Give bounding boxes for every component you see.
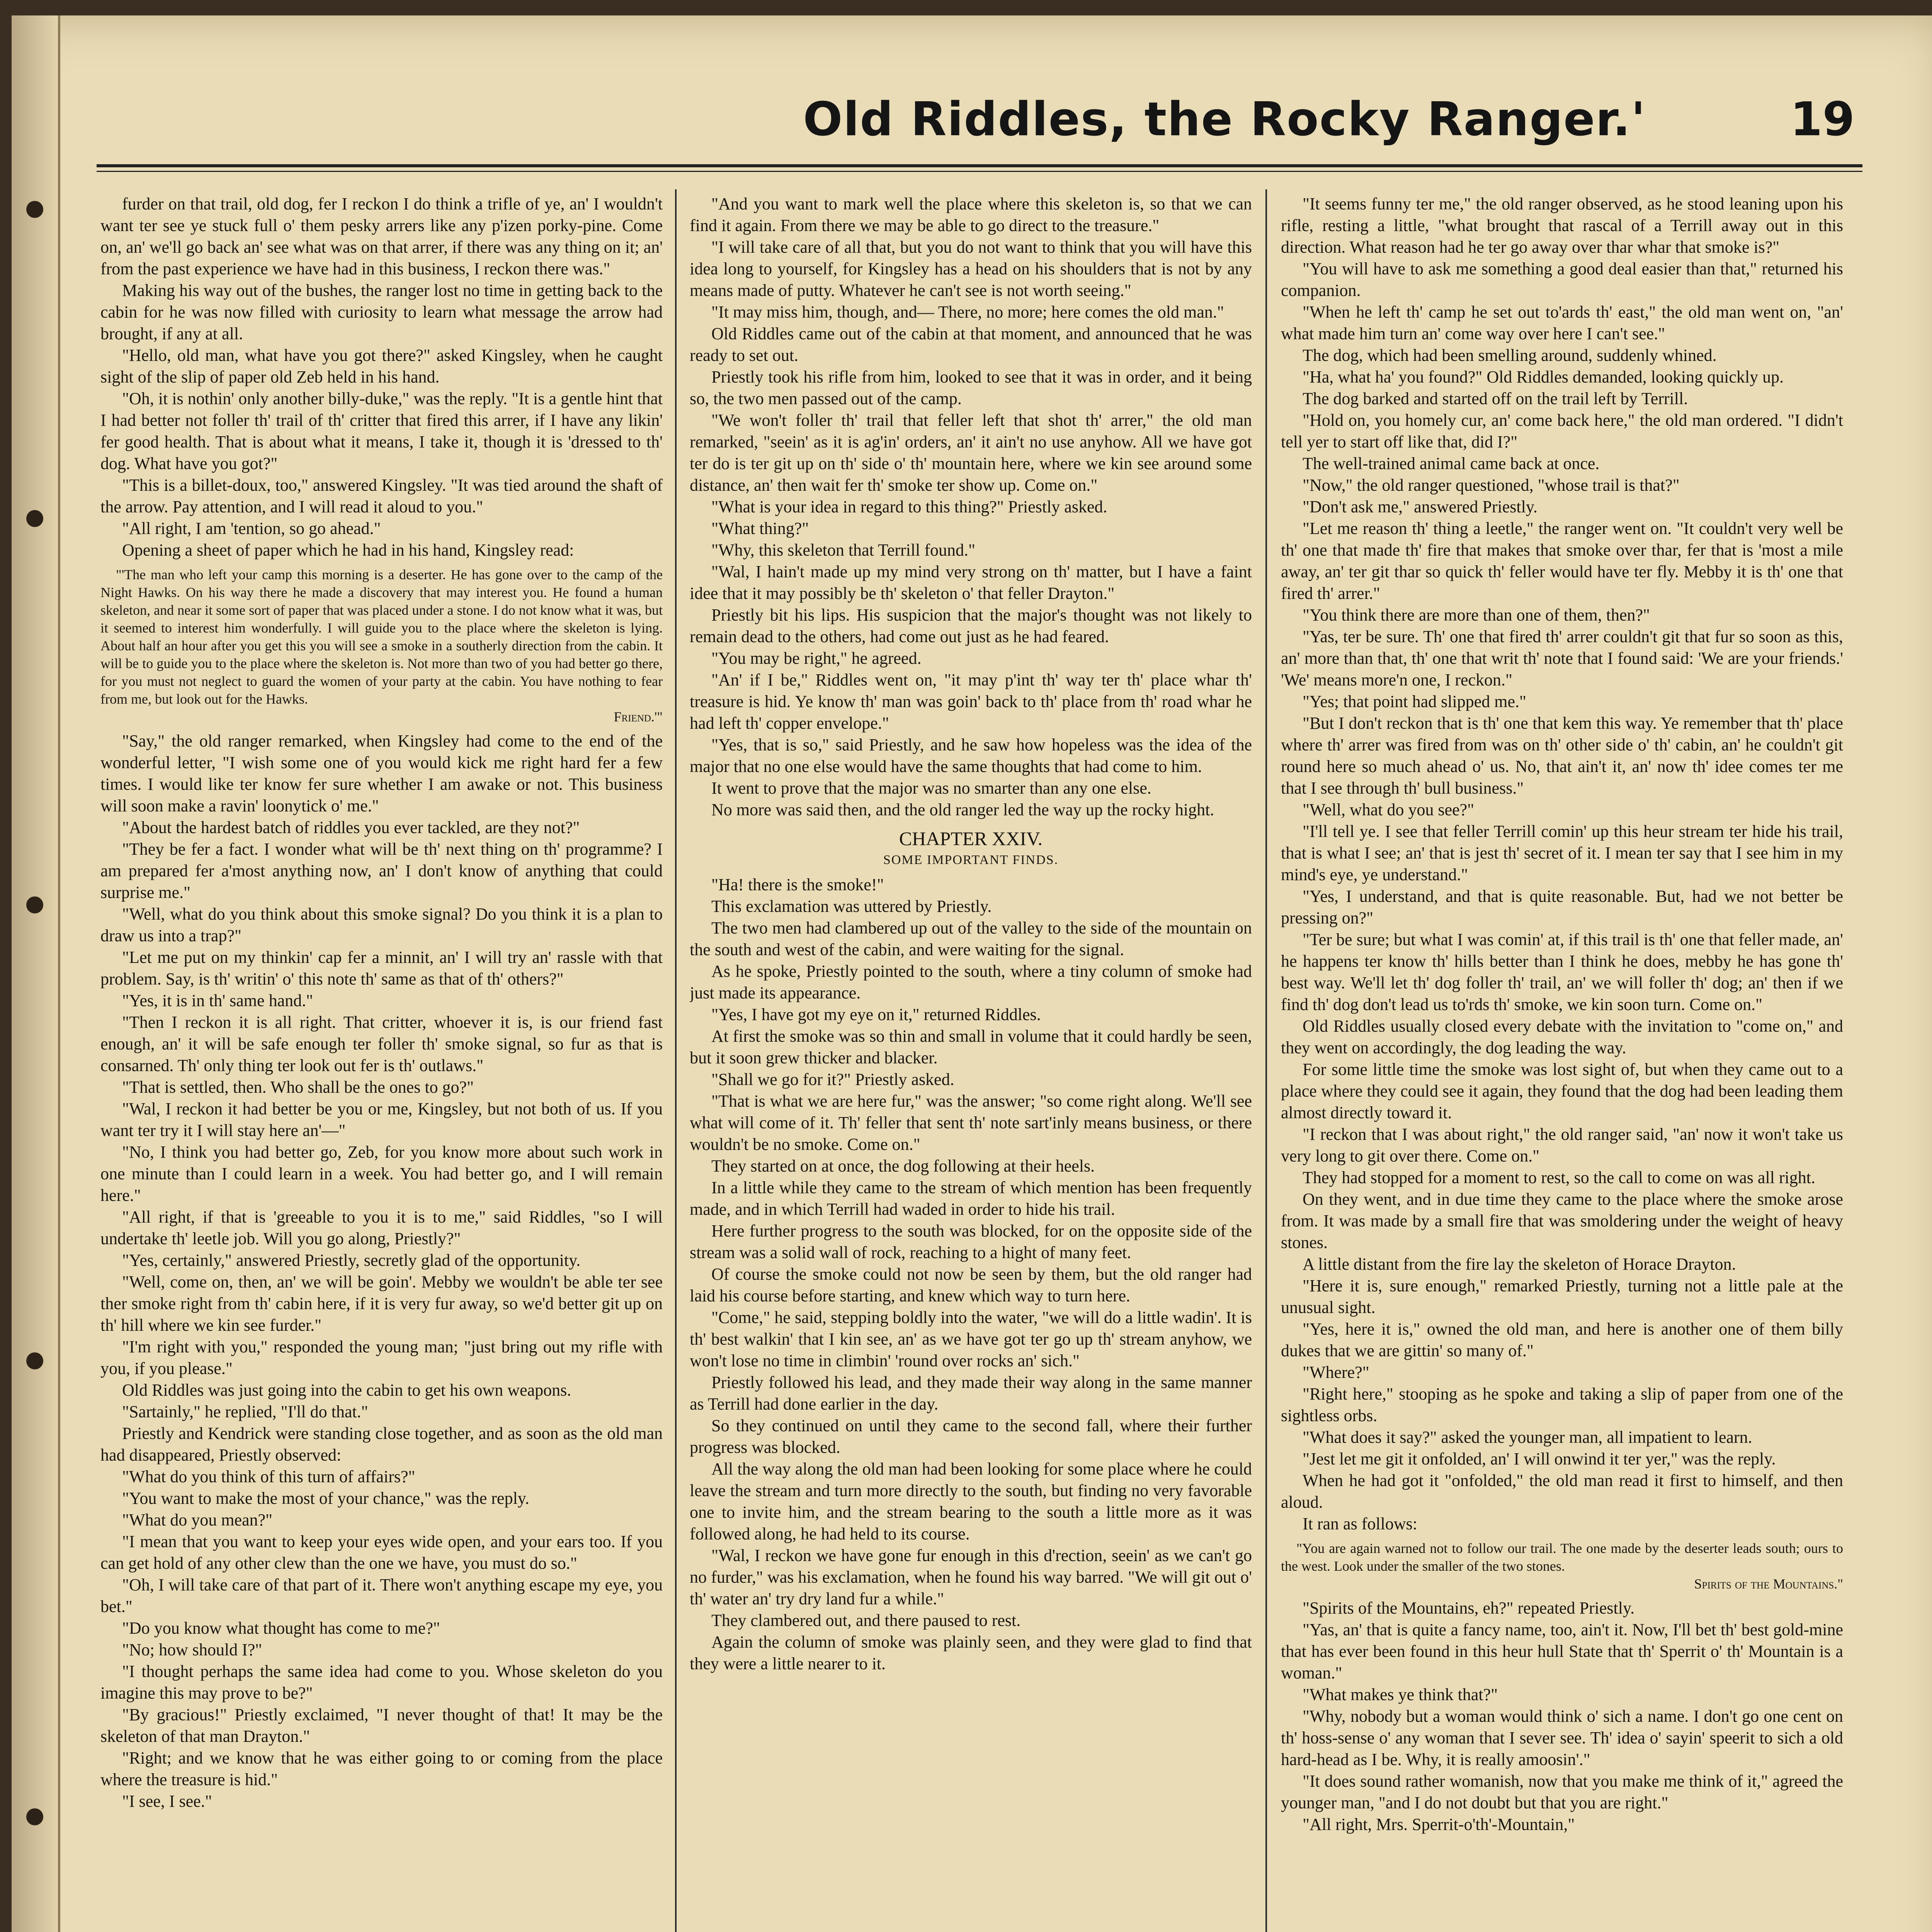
paragraph: "Do you know what thought has come to me?" bbox=[122, 1619, 440, 1638]
page-header bbox=[97, 89, 1862, 174]
paragraph: "I thought perhaps the same idea had come to you. Whose skeleton do you imagine this may prove to be?" bbox=[100, 1662, 663, 1702]
paragraph: "What do you think of this turn of affairs?" bbox=[122, 1467, 415, 1486]
paragraph: "Well, what do you think about this smoke signal? Do you think it is a plan to draw us into a trap?" bbox=[100, 905, 663, 945]
paragraph: "No; how should I?" bbox=[122, 1640, 262, 1659]
paragraph: "Don't ask me," answered Priestly. bbox=[1303, 497, 1537, 516]
paragraph: "Say," the old ranger remarked, when Kingsley had come to the end of the wonderful letter, "I wish some one of you would kick me right hard fer a few times. I would like ter know fer sure whether I am awake or not. This business will soon make a ravin' loonytick o' me." bbox=[100, 731, 663, 815]
paragraph: Making his way out of the bushes, the ranger lost no time in getting back to the cabin for he was now filled with curiosity to learn what message the arrow had brought, if any at all. bbox=[100, 281, 663, 343]
paragraph: "Ha! there is the smoke!" bbox=[711, 875, 884, 894]
paragraph: A little distant from the fire lay the skeleton of Horace Drayton. bbox=[1303, 1255, 1736, 1274]
paragraph: The dog barked and started off on the trail left by Terrill. bbox=[1303, 389, 1688, 408]
paragraph: "Right; and we know that he was either going to or coming from the place where the treasure is hid." bbox=[100, 1748, 663, 1789]
paragraph: At first the smoke was so thin and small in volume that it could hardly be seen, but it soon grew thicker and blacker. bbox=[690, 1027, 1252, 1067]
text-column-1 bbox=[100, 193, 663, 1932]
paragraph: "It does sound rather womanish, now that you make me think of it," agreed the younger man, "and I do not doubt but that you are right." bbox=[1281, 1772, 1843, 1812]
paragraph: "And you want to mark well the place where this skeleton is, so that we can find it again. From there we may be able to go direct to the treasure." bbox=[690, 194, 1252, 235]
header-rule bbox=[97, 164, 1862, 167]
magazine-page bbox=[12, 15, 1932, 1932]
letter-text: "You are again warned not to follow our trail. The one made by the deserter leads south; ours to the west. Look under the smaller of the two stones. bbox=[1281, 1541, 1843, 1574]
paragraph: "What thing?" bbox=[711, 519, 809, 538]
paragraph: Old Riddles was just going into the cabin to get his own weapons. bbox=[122, 1381, 571, 1400]
paragraph: Priestly followed his lead, and they made their way along in the same manner as Terrill had done earlier in the day. bbox=[690, 1373, 1252, 1413]
paragraph: They clambered out, and there paused to rest. bbox=[711, 1611, 1021, 1630]
paragraph: "Here it is, sure enough," remarked Priestly, turning not a little pale at the unusual sight. bbox=[1281, 1276, 1843, 1317]
running-title: Old Riddles, the Rocky Ranger.' bbox=[803, 93, 1646, 146]
paragraph: On they went, and in due time they came to the place where the smoke arose from. It was made by a small fire that was smoldering under the weight of heavy stones. bbox=[1281, 1190, 1843, 1252]
paragraph: "Hold on, you homely cur, an' come back here," the old man ordered. "I didn't tell yer to start off like that, did I?" bbox=[1281, 411, 1843, 451]
paragraph: "I'll tell ye. I see that feller Terrill comin' up this heur stream ter hide his trail, that is what I see; an' that is jest th' secret of it. I mean ter say that I see him in my mind's eye, ye understand." bbox=[1281, 822, 1843, 884]
paragraph: "Now," the old ranger questioned, "whose trail is that?" bbox=[1303, 476, 1680, 495]
letter-signature: Spirits of the Mountains." bbox=[1694, 1576, 1843, 1592]
paragraph: "An' if I be," Riddles went on, "it may p'int th' way ter th' place whar th' treasure is hid. Ye know th' man was goin' back to th' place from th' road whar he had left th' copper envelope." bbox=[690, 670, 1252, 733]
paragraph: "It seems funny ter me," the old ranger observed, as he stood leaning upon his rifle, resting a little, "what brought that rascal of a Terrill away out in this direction. What reason had he ter go away over thar whar that smoke is?" bbox=[1281, 194, 1843, 257]
chapter-title: CHAPTER XXIV. bbox=[899, 828, 1043, 849]
letter-text: "'The man who left your camp this morning is a deserter. He has gone over to the camp of the Night Hawks. On his way there he made a discovery that may interest you. He found a human skeleton, and near it some sort of paper that was placed under a stone. I do not know what it was, but it seemed to interest him wonderfully. I will guide you to the place where the skeleton is lying. About half an hour after you get this you will see a smoke in a southerly direction from the cabin. It will be to guide you to the place where the skeleton is. Not more than two of you had better go there, for you must not neglect to guard the women of your party at the cabin. You have nothing to fear from me, but look out for the Hawks. bbox=[100, 567, 663, 707]
paragraph: "What makes ye think that?" bbox=[1303, 1685, 1498, 1704]
paragraph: They had stopped for a moment to rest, so the call to come on was all right. bbox=[1303, 1168, 1816, 1187]
column-divider bbox=[675, 189, 677, 1932]
paragraph: They started on at once, the dog following at their heels. bbox=[711, 1156, 1095, 1175]
paragraph: furder on that trail, old dog, fer I reckon I do think a trifle of ye, an' I wouldn't want ter see ye stuck full o' them pesky arrers like any p'izen porky-pine. Come on, an' we'll go back an' see what was on that arrer, if there was any thing on it; an' from the past experience we have had in this business, I reckon there was." bbox=[100, 194, 663, 278]
paragraph: "When he left th' camp he set out to'ards th' east," the old man went on, "an' what made him turn an' come way over here I can't see." bbox=[1281, 303, 1843, 343]
paragraph: "About the hardest batch of riddles you ever tackled, are they not?" bbox=[122, 818, 580, 837]
paragraph: "This is a billet-doux, too," answered Kingsley. "It was tied around the shaft of the arrow. Pay attention, and I will read it aloud to you." bbox=[100, 476, 663, 516]
paragraph: "You think there are more than one of them, then?" bbox=[1303, 605, 1650, 624]
paragraph: "Yes, it is in th' same hand." bbox=[122, 991, 313, 1010]
paragraph: "Well, come on, then, an' we will be goin'. Mebby we wouldn't be able ter see ther smoke right from th' cabin here, if it is very fur away, so we'd better git up on th' hill where we kin see furder." bbox=[100, 1272, 663, 1335]
paragraph: Priestly and Kendrick were standing close together, and as soon as the old man had disappeared, Priestly observed: bbox=[100, 1424, 663, 1464]
paragraph: "It may miss him, though, and— There, no more; here comes the old man." bbox=[711, 303, 1224, 321]
paragraph: "But I don't reckon that is th' one that kem this way. Ye remember that th' place where th' arrer was fired from was on th' other side o' th' cabin, an' he couldn't git round here so much ahead o' us. No, that ain't it, an' now th' idee comes ter me that I see through th' bull business." bbox=[1281, 714, 1843, 798]
paragraph: "Where?" bbox=[1303, 1363, 1369, 1382]
paragraph: "I will take care of all that, but you do not want to think that you will have this idea long to yourself, for Kingsley has a head on his shoulders that is not by any means made of putty. Whatever he can't see is not worth seeing." bbox=[690, 238, 1252, 300]
paragraph: It ran as follows: bbox=[1303, 1514, 1417, 1533]
paragraph: "Let me reason th' thing a leetle," the ranger went on. "It couldn't very well be th' one that made th' fire that makes that smoke over thar, fer that is 'most a mile away, an' ter git thar so quick th' feller would have ter fly. Mebby it is th' one that fired th' arrer." bbox=[1281, 519, 1843, 603]
paragraph: "Hello, old man, what have you got there?" asked Kingsley, when he caught sight of the slip of paper old Zeb held in his hand. bbox=[100, 346, 663, 386]
paragraph: "That is what we are here fur," was the answer; "so come right along. We'll see what will come of it. Th' feller that sent th' note sart'inly means business, or there wouldn't be no smoke. Come on." bbox=[690, 1092, 1252, 1154]
paragraph: Of course the smoke could not now be seen by them, but the old ranger had laid his course before starting, and knew which way to turn here. bbox=[690, 1265, 1252, 1305]
paragraph: The well-trained animal came back at once. bbox=[1303, 454, 1600, 473]
paragraph: "I'm right with you," responded the young man; "just bring out my rifle with you, if you please." bbox=[100, 1337, 663, 1378]
paragraph: "I mean that you want to keep your eyes wide open, and your ears too. If you can get hold of any other clew than the one we have, you must do so." bbox=[100, 1532, 663, 1573]
paragraph: "No, I think you had better go, Zeb, for you know more about such work in one minute than I could learn in a week. You had better go, and I will remain here." bbox=[100, 1143, 663, 1205]
paragraph: "Yas, an' that is quite a fancy name, too, ain't it. Now, I'll bet th' best gold-mine that has ever been found in this heur hull State that th' Sperrit o' th' Mountain is a woman." bbox=[1281, 1620, 1843, 1682]
paragraph: Priestly bit his lips. His suspicion that the major's thought was not likely to remain dead to the others, had come out just as he had feared. bbox=[690, 605, 1252, 646]
paragraph: "Yes, certainly," answered Priestly, secretly glad of the opportunity. bbox=[122, 1251, 581, 1270]
paragraph: "They be fer a fact. I wonder what will be th' next thing on th' programme? I am prepared fer a'most anything now, an' I don't know of anything that could surprise me." bbox=[100, 840, 663, 902]
text-column-2 bbox=[690, 193, 1252, 1932]
paragraph: "Then I reckon it is all right. That critter, whoever it is, is our friend fast enough, an' it will be safe enough ter foller th' smoke signal, so fur as that is consarned. Th' only thing ter look out fer is th' outlaws." bbox=[100, 1013, 663, 1075]
paragraph: "Come," he said, stepping boldly into the water, "we will do a little wadin'. It is th' best walkin' that I kin see, an' as we have got ter go up th' stream anyhow, we won't lose no time in climbin' 'round over rocks an' sich." bbox=[690, 1308, 1252, 1370]
paragraph: "You want to make the most of your chance," was the reply. bbox=[122, 1489, 529, 1508]
paragraph: "Why, nobody but a woman would think o' sich a name. I don't go one cent on th' hoss-sense o' any woman that I sever see. Th' idea o' sayin' speerit to sich a old hard-head as I be. Why, it is really amoosin'." bbox=[1281, 1707, 1843, 1769]
paragraph: "Yes, I understand, and that is quite reasonable. But, had we not better be pressing on?" bbox=[1281, 887, 1843, 927]
paragraph: "We won't foller th' trail that feller left that shot th' arrer," the old man remarked, "seein' as it is ag'in' orders, an' it ain't no use anyhow. All we have got ter do is ter git up on th' side o' th' mountain here, where we kin see around some distance, an' then wait fer th' smoke ter show up. Come on." bbox=[690, 411, 1252, 495]
paragraph: "You will have to ask me something a good deal easier than that," returned his companion. bbox=[1281, 259, 1843, 300]
binding-hole bbox=[26, 1808, 43, 1825]
paragraph: "Yes; that point had slipped me." bbox=[1303, 692, 1526, 711]
page-number: 19 bbox=[1790, 93, 1855, 146]
page-binding bbox=[12, 15, 60, 1932]
paragraph: "All right, Mrs. Sperrit-o'th'-Mountain," bbox=[1303, 1815, 1575, 1834]
paragraph: "By gracious!" Priestly exclaimed, "I never thought of that! It may be the skeleton of that man Drayton." bbox=[100, 1705, 663, 1746]
paragraph: The dog, which had been smelling around, suddenly whined. bbox=[1303, 346, 1717, 365]
binding-hole bbox=[26, 510, 43, 527]
paragraph: Here further progress to the south was blocked, for on the opposite side of the stream was a solid wall of rock, reaching to a hight of many feet. bbox=[690, 1221, 1252, 1262]
paragraph: "Well, what do you see?" bbox=[1303, 800, 1475, 819]
paragraph: Priestly took his rifle from him, looked to see that it was in order, and it being so, the two men passed out of the camp. bbox=[690, 367, 1252, 408]
paragraph: "Oh, it is nothin' only another billy-duke," was the reply. "It is a gentle hint that I had better not foller th' trail of th' critter that fired this arrer, if I have any likin' fer good health. That is about what it means, I take it, though it is 'dressed to th' dog. What have you got?" bbox=[100, 389, 663, 473]
paragraph: In a little while they came to the stream of which mention has been frequently made, and in which Terrill had waded in order to hide his trail. bbox=[690, 1178, 1252, 1219]
paragraph: "Yes, I have got my eye on it," returned Riddles. bbox=[711, 1005, 1041, 1024]
paragraph: Again the column of smoke was plainly seen, and they were glad to find that they were a little nearer to it. bbox=[690, 1633, 1252, 1673]
paragraph: Old Riddles usually closed every debate with the invitation to "come on," and they went on accordingly, the dog leading the way. bbox=[1281, 1017, 1843, 1057]
paragraph: "What does it say?" asked the younger man, all impatient to learn. bbox=[1303, 1428, 1752, 1447]
paragraph: "I see, I see." bbox=[122, 1792, 212, 1811]
paragraph: Opening a sheet of paper which he had in his hand, Kingsley read: bbox=[122, 541, 574, 560]
paragraph: "Yes, here it is," owned the old man, and here is another one of them billy dukes that we are gittin' so many of." bbox=[1281, 1320, 1843, 1360]
paragraph: "Wal, I reckon it had better be you or me, Kingsley, but not both of us. If you want ter try it I will stay here an'—" bbox=[100, 1099, 663, 1140]
paragraph: "All right, if that is 'greeable to you it is to me," said Riddles, "so I will undertake th' leetle job. Will you go along, Priestly?" bbox=[100, 1208, 663, 1248]
paragraph: "Oh, I will take care of that part of it. There won't anything escape my eye, you bet." bbox=[100, 1575, 663, 1616]
binding-hole bbox=[26, 896, 43, 913]
paragraph: "Why, this skeleton that Terrill found." bbox=[711, 541, 975, 560]
paragraph: "Yas, ter be sure. Th' one that fired th' arrer couldn't git that fur so soon as this, an' more than that, th' one that writ th' note that I found said: 'We are your friends.' 'We' means more'n one, I reckon." bbox=[1281, 627, 1843, 689]
paragraph: When he had got it "onfolded," the old man read it first to himself, and then aloud. bbox=[1281, 1471, 1843, 1512]
chapter-subtitle: SOME IMPORTANT FINDS. bbox=[883, 853, 1059, 867]
paragraph: "You may be right," he agreed. bbox=[711, 649, 922, 668]
paragraph: Old Riddles came out of the cabin at that moment, and announced that he was ready to set out. bbox=[690, 324, 1252, 365]
paragraph: "Jest let me git it onfolded, an' I will onwind it ter yer," was the reply. bbox=[1303, 1449, 1776, 1468]
paragraph: "Ter be sure; but what I was comin' at, if this trail is th' one that feller made, an' he happens ter know th' hills better than I think he does, mebby he has gone th' best way. We'll let th' dog foller th' trail, an' we will foller th' dog; an' then if we find th' dog don't lead us to'rds th' smoke, we kin soon turn. Come on." bbox=[1281, 930, 1843, 1014]
binding-hole bbox=[26, 201, 43, 218]
paragraph: "Let me put on my thinkin' cap fer a minnit, an' I will try an' rassle with that problem. Say, is th' writin' o' this note th' same as that of th' others?" bbox=[100, 948, 663, 988]
paragraph: No more was said then, and the old ranger led the way up the rocky hight. bbox=[711, 800, 1214, 819]
paragraph: It went to prove that the major was no smarter than any one else. bbox=[711, 779, 1151, 798]
letter-signature: Friend.'" bbox=[614, 709, 663, 724]
paragraph: This exclamation was uttered by Priestly. bbox=[711, 897, 992, 916]
paragraph: "That is settled, then. Who shall be the ones to go?" bbox=[122, 1078, 474, 1097]
binding-hole bbox=[26, 1352, 43, 1369]
paragraph: So they continued on until they came to the second fall, where their further progress was blocked. bbox=[690, 1416, 1252, 1457]
paragraph: "What is your idea in regard to this thing?" Priestly asked. bbox=[711, 497, 1107, 516]
paragraph: "Yes, that is so," said Priestly, and he saw how hopeless was the idea of the major that no one else would have the same thoughts that had come to him. bbox=[690, 735, 1252, 776]
paragraph: "Sartainly," he replied, "I'll do that." bbox=[122, 1402, 368, 1421]
paragraph: "Spirits of the Mountains, eh?" repeated Priestly. bbox=[1303, 1599, 1635, 1617]
paragraph: "Wal, I hain't made up my mind very strong on th' matter, but I have a faint idee that it may possibly be th' skeleton o' that feller Drayton." bbox=[690, 562, 1252, 603]
paragraph: "Ha, what ha' you found?" Old Riddles demanded, looking quickly up. bbox=[1303, 367, 1784, 386]
paragraph: "Right here," stooping as he spoke and taking a slip of paper from one of the sightless orbs. bbox=[1281, 1384, 1843, 1425]
paragraph: "All right, I am 'tention, so go ahead." bbox=[122, 519, 381, 538]
paragraph: "Wal, I reckon we have gone fur enough in this d'rection, seein' as we can't go no furder," was his exclamation, when he found his way barred. "We will git out o' th' water an' try dry land fur a while." bbox=[690, 1546, 1252, 1608]
header-rule-thin bbox=[97, 171, 1862, 172]
paragraph: For some little time the smoke was lost sight of, but when they came out to a place where they could see it again, they found that the dog had been leading them almost directly toward it. bbox=[1281, 1060, 1843, 1122]
paragraph: "Shall we go for it?" Priestly asked. bbox=[711, 1070, 954, 1089]
paragraph: All the way along the old man had been looking for some place where he could leave the stream and turn more directly to the south, but finding no very favorable one to invite him, and the stream bearing to the south a little more as it was followed along, he had held to its course. bbox=[690, 1459, 1252, 1543]
text-column-3 bbox=[1281, 193, 1843, 1932]
quoted-letter bbox=[100, 566, 663, 726]
paragraph: As he spoke, Priestly pointed to the south, where a tiny column of smoke had just made its appearance. bbox=[690, 962, 1252, 1002]
paragraph: "What do you mean?" bbox=[122, 1510, 273, 1529]
paragraph: The two men had clambered up out of the valley to the side of the mountain on the south and west of the cabin, and were waiting for the signal. bbox=[690, 918, 1252, 959]
paragraph: "I reckon that I was about right," the old ranger said, "an' now it won't take us very long to git over there. Come on." bbox=[1281, 1125, 1843, 1165]
column-divider bbox=[1265, 189, 1267, 1932]
quoted-letter bbox=[1281, 1539, 1843, 1593]
